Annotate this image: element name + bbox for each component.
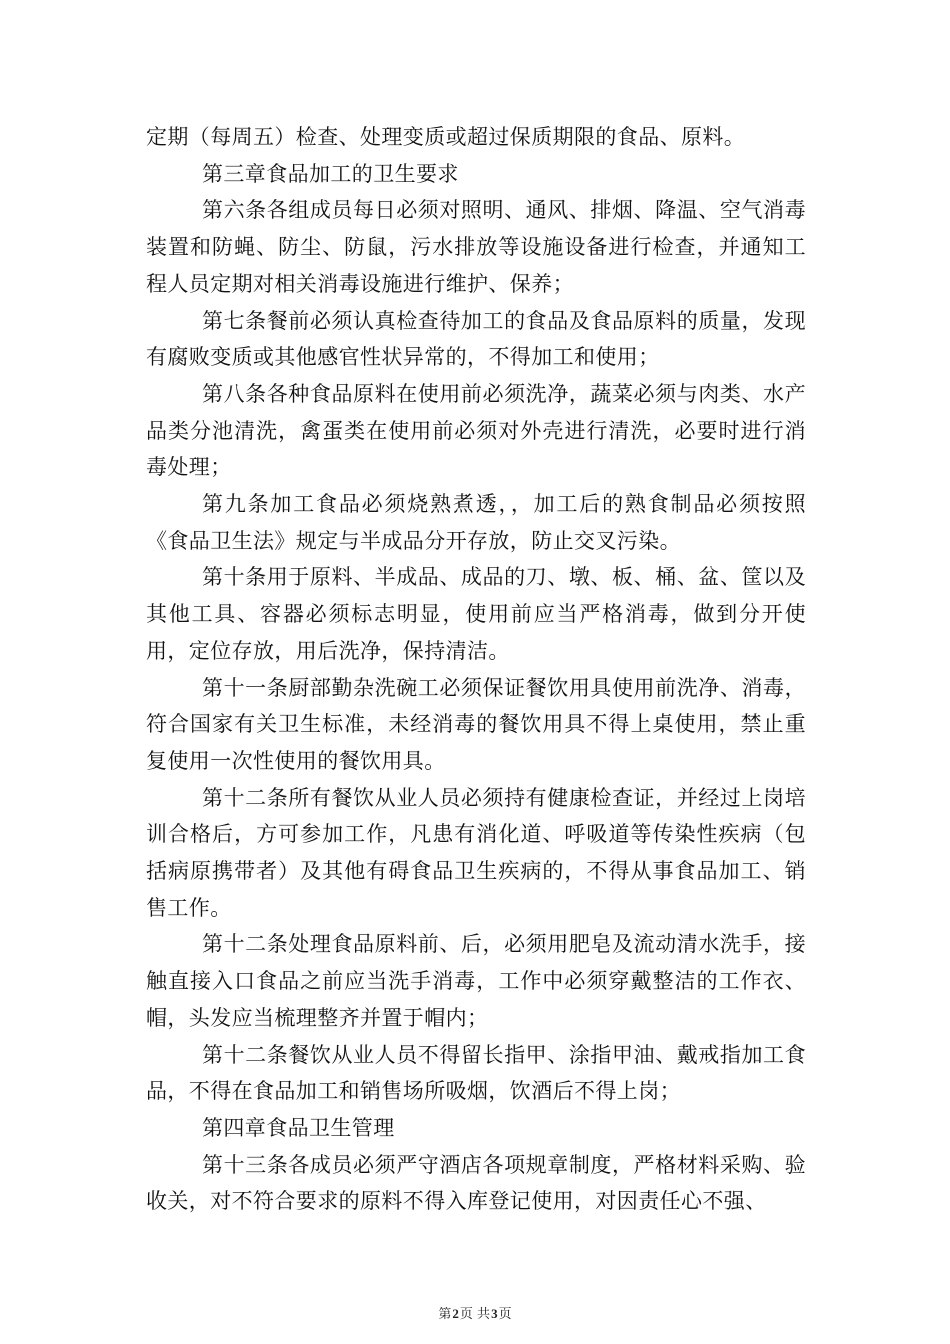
footer-prefix: 第 [438,1307,452,1322]
paragraph: 第九条加工食品必须烧熟煮透，，加工后的熟食制品必须按照《食品卫生法》规定与半成品分开存放，防止交叉污染。 [146,492,806,553]
paragraph: 定期（每周五）检查、处理变质或超过保质期限的食品、原料。 [146,125,746,149]
footer-middle: 页 共 [459,1307,491,1322]
paragraph: 第十条用于原料、半成品、成品的刀、墩、板、桶、盆、筐以及其他工具、容器必须标志明显，使用前应当严格消毒，做到分开使用，定位存放，用后洗净，保持清洁。 [146,565,806,663]
paragraph: 第六条各组成员每日必须对照明、通风、排烟、降温、空气消毒装置和防蝇、防尘、防鼠，污水排放等设施设备进行检查，并通知工程人员定期对相关消毒设施进行维护、保养； [146,198,806,296]
page-footer [0,1305,950,1324]
chapter-heading: 第三章食品加工的卫生要求 [202,161,459,186]
paragraph: 第十二条处理食品原料前、后，必须用肥皂及流动清水洗手，接触直接入口食品之前应当洗手消毒，工作中必须穿戴整洁的工作衣、帽，头发应当梳理整齐并置于帽内； [146,932,806,1030]
current-page-number: 2 [452,1306,459,1321]
document-body [146,119,806,1220]
paragraph: 第十二条所有餐饮从业人员必须持有健康检查证，并经过上岗培训合格后，方可参加工作，凡患有消化道、呼吸道等传染性疾病（包括病原携带者）及其他有碍食品卫生疾病的，不得从事食品加工、销售工作。 [146,785,806,920]
paragraph: 第八条各种食品原料在使用前必须洗净，蔬菜必须与肉类、水产品类分池清洗，禽蛋类在使用前必须对外壳进行清洗，必要时进行消毒处理； [146,381,806,480]
paragraph: 第十三条各成员必须严守酒店各项规章制度，严格材料采购、验收关，对不符合要求的原料不得入库登记使用，对因责任心不强、 [146,1152,806,1214]
total-pages-number: 3 [491,1306,498,1321]
chapter-heading: 第四章食品卫生管理 [202,1115,395,1140]
paragraph: 第七条餐前必须认真检查待加工的食品及食品原料的质量，发现有腐败变质或其他感官性状异常的，不得加工和使用； [146,308,806,370]
paragraph: 第十二条餐饮从业人员不得留长指甲、涂指甲油、戴戒指加工食品，不得在食品加工和销售场所吸烟，饮酒后不得上岗； [146,1042,806,1104]
footer-suffix: 页 [498,1307,512,1322]
paragraph: 第十一条厨部勤杂洗碗工必须保证餐饮用具使用前洗净、消毒，符合国家有关卫生标准，未经消毒的餐饮用具不得上桌使用，禁止重复使用一次性使用的餐饮用具。 [146,675,806,773]
